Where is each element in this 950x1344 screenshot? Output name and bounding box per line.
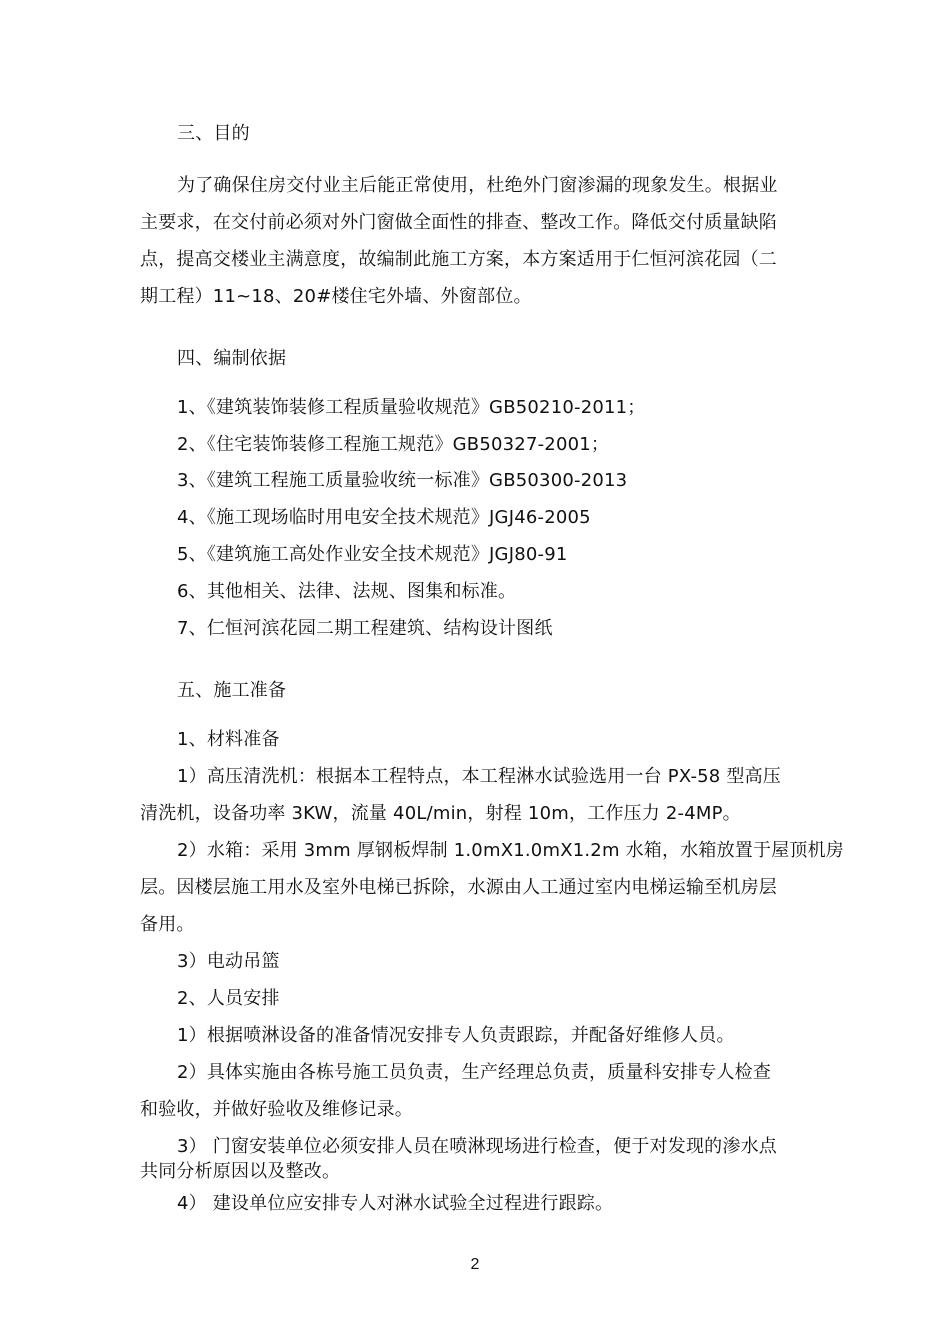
material-item-line: 1）高压清洗机：根据本工程特点，本工程淋水试验选用一台 PX-58 型高压 bbox=[177, 766, 781, 787]
section-5-title: 五、施工准备 bbox=[177, 680, 287, 701]
section-4-title: 四、编制依据 bbox=[177, 348, 287, 369]
section-3-paragraph-line: 主要求，在交付前必须对外门窗做全面性的排查、整改工作。降低交付质量缺陷 bbox=[140, 212, 777, 233]
subsection-personnel-title: 2、人员安排 bbox=[177, 988, 280, 1009]
personnel-item-line: 4） 建设单位应安排专人对淋水试验全过程进行跟踪。 bbox=[177, 1193, 614, 1214]
section-3-paragraph-line: 点，提高交楼业主满意度，故编制此施工方案，本方案适用于仁恒河滨花园（二 bbox=[140, 249, 777, 270]
section-3-title: 三、目的 bbox=[177, 123, 250, 144]
section-3-paragraph-line: 为了确保住房交付业主后能正常使用，杜绝外门窗渗漏的现象发生。根据业 bbox=[177, 175, 778, 196]
personnel-item-line: 共同分析原因以及整改。 bbox=[140, 1161, 341, 1182]
reference-item: 3、《建筑工程施工质量验收统一标准》GB50300-2013 bbox=[177, 470, 628, 491]
reference-item: 1、《建筑装饰装修工程质量验收规范》GB50210-2011； bbox=[177, 397, 646, 418]
personnel-item-line: 3） 门窗安装单位必须安排人员在喷淋现场进行检查，便于对发现的渗水点 bbox=[177, 1136, 777, 1157]
personnel-item-line: 1）根据喷淋设备的准备情况安排专人负责跟踪，并配备好维修人员。 bbox=[177, 1025, 735, 1046]
section-3-paragraph-line: 期工程）11~18、20#楼住宅外墙、外窗部位。 bbox=[140, 286, 532, 307]
material-item-line: 层。因楼层施工用水及室外电梯已拆除，水源由人工通过室内电梯运输至机房层 bbox=[140, 877, 777, 898]
reference-item: 4、《施工现场临时用电安全技术规范》JGJ46-2005 bbox=[177, 507, 591, 528]
material-item-line: 清洗机，设备功率 3KW，流量 40L/min，射程 10m，工作压力 2-4MP。 bbox=[140, 803, 741, 824]
subsection-materials-title: 1、材料准备 bbox=[177, 729, 280, 750]
material-item-line: 2）水箱：采用 3mm 厚钢板焊制 1.0mX1.0mX1.2m 水箱，水箱放置于屋顶机房 bbox=[177, 840, 844, 861]
material-item-line: 3）电动吊篮 bbox=[177, 951, 280, 972]
reference-item: 7、仁恒河滨花园二期工程建筑、结构设计图纸 bbox=[177, 618, 553, 639]
page-number: 2 bbox=[470, 1256, 480, 1273]
personnel-item-line: 和验收，并做好验收及维修记录。 bbox=[140, 1099, 413, 1120]
reference-item: 2、《住宅装饰装修工程施工规范》GB50327-2001； bbox=[177, 434, 610, 455]
material-item-line: 备用。 bbox=[140, 914, 195, 935]
personnel-item-line: 2）具体实施由各栋号施工员负责，生产经理总负责，质量科安排专人检查 bbox=[177, 1062, 772, 1083]
reference-item: 5、《建筑施工高处作业安全技术规范》JGJ80-91 bbox=[177, 544, 568, 565]
reference-item: 6、其他相关、法律、法规、图集和标准。 bbox=[177, 581, 517, 602]
